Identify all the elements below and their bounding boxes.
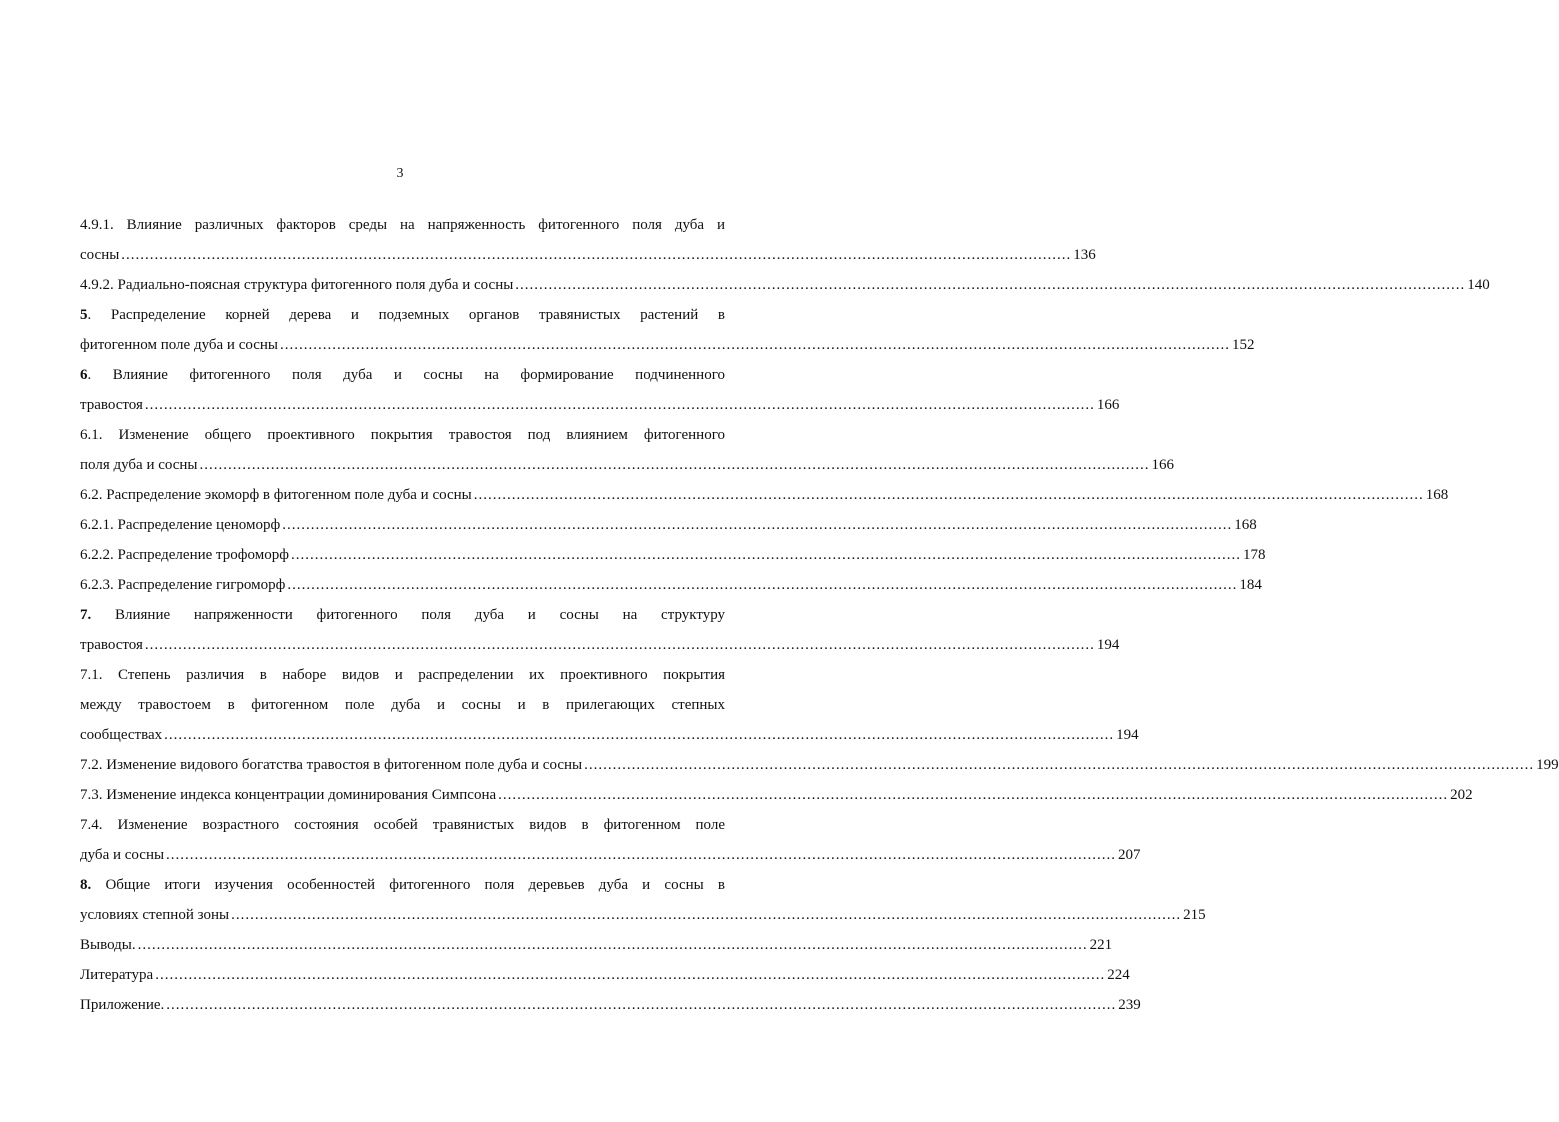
toc-entry-title: фитогенном поле дуба и сосны <box>80 337 278 353</box>
toc-entry[interactable] <box>80 420 1175 480</box>
toc-entry-title: поля дуба и сосны <box>80 457 198 473</box>
toc-page-number: 224 <box>1107 967 1130 983</box>
toc-entry[interactable] <box>80 810 1141 870</box>
toc-entry-title: Выводы. <box>80 937 136 953</box>
toc-page-number: 194 <box>1116 727 1139 743</box>
toc-entry[interactable] <box>80 510 1257 540</box>
toc-entry-text-line <box>80 300 725 330</box>
toc-entry-title: условиях степной зоны <box>80 907 230 923</box>
toc-entry-title: 6.1. Изменение общего проективного покрытия травостоя под влиянием фитогенного <box>80 427 725 443</box>
toc-entry-title: 4.9.1. Влияние различных факторов среды на напряженность фитогенного поля дуба и <box>80 217 725 233</box>
toc-entry-text-line <box>80 600 725 630</box>
toc-entry-title: 6.2. Распределение экоморф в фитогенном поле дуба и сосны <box>80 487 472 503</box>
table-of-contents <box>80 210 1559 1020</box>
toc-entry-title: сообществах <box>80 727 163 743</box>
toc-entry-title: 6.2.2. Распределение трофоморф <box>80 547 289 563</box>
dot-leader: ........................................................................................................................................................................................................ <box>290 547 1241 563</box>
toc-page-number: 140 <box>1467 277 1490 293</box>
dot-leader: ........................................................................................................................................................................................................ <box>155 967 1106 983</box>
toc-entry-text-line <box>80 810 725 840</box>
toc-entry-title: 6.2.1. Распределение ценоморф <box>80 517 281 533</box>
toc-page-number: 215 <box>1183 907 1206 923</box>
toc-entry-title: дуба и сосны <box>80 847 165 863</box>
toc-page-number: 152 <box>1232 337 1255 353</box>
toc-page-number: 199 <box>1536 757 1559 773</box>
toc-entry-text-line <box>80 420 725 450</box>
toc-entry[interactable] <box>80 270 1490 300</box>
toc-entry[interactable] <box>80 750 1559 780</box>
dot-leader: ........................................................................................................................................................................................................ <box>473 487 1424 503</box>
toc-entry-title: травостоя <box>80 637 143 653</box>
toc-entry[interactable] <box>80 930 1113 960</box>
chapter-number: 7. <box>80 607 92 623</box>
toc-entry-text-line <box>80 360 725 390</box>
dot-leader: ........................................................................................................................................................................................................ <box>144 637 1095 653</box>
page-number: 3 <box>396 166 404 181</box>
chapter-number: 5 <box>80 307 88 323</box>
toc-page-number: 168 <box>1425 487 1449 503</box>
dot-leader: ........................................................................................................................................................................................................ <box>287 577 1238 593</box>
dot-leader: ........................................................................................................................................................................................................ <box>199 457 1150 473</box>
toc-page-number: 184 <box>1239 577 1262 593</box>
toc-page-number: 239 <box>1118 997 1141 1013</box>
toc-entry[interactable] <box>80 870 1206 930</box>
toc-entry-title: . Распределение корней дерева и подземных органов травянистых растений в <box>87 307 725 323</box>
dot-leader: ........................................................................................................................................................................................................ <box>584 757 1535 773</box>
dot-leader: ........................................................................................................................................................................................................ <box>137 937 1088 953</box>
toc-entry-text-line <box>80 210 725 240</box>
toc-entry-title: Приложение. <box>80 997 165 1013</box>
toc-page-number: 207 <box>1118 847 1141 863</box>
toc-page-number: 202 <box>1450 787 1473 803</box>
toc-page-number: 166 <box>1151 457 1175 473</box>
toc-entry-text-line <box>80 690 725 720</box>
dot-leader: ........................................................................................................................................................................................................ <box>280 337 1230 353</box>
dot-leader: ........................................................................................................................................................................................................ <box>164 727 1115 743</box>
dot-leader: ........................................................................................................................................................................................................ <box>515 277 1466 293</box>
dot-leader: ........................................................................................................................................................................................................ <box>498 787 1449 803</box>
toc-page-number: 166 <box>1096 397 1120 413</box>
toc-entry-title: между травостоем в фитогенном поле дуба и сосны и в прилегающих степных <box>80 697 725 713</box>
dot-leader: ........................................................................................................................................................................................................ <box>121 247 1072 263</box>
chapter-number: 6 <box>80 367 88 383</box>
toc-entry-title: 7.2. Изменение видового богатства травостоя в фитогенном поле дуба и сосны <box>80 757 583 773</box>
toc-entry[interactable] <box>80 210 1096 270</box>
toc-entry-title: травостоя <box>80 397 143 413</box>
toc-entry-title: 7.1. Степень различия в наборе видов и распределении их проективного покрытия <box>80 667 725 683</box>
dot-leader: ........................................................................................................................................................................................................ <box>166 847 1117 863</box>
dot-leader: ........................................................................................................................................................................................................ <box>282 517 1233 533</box>
toc-entry[interactable] <box>80 990 1141 1020</box>
toc-entry-title: 7.3. Изменение индекса концентрации доминирования Симпсона <box>80 787 497 803</box>
toc-entry[interactable] <box>80 960 1130 990</box>
toc-entry-title: 4.9.2. Радиально-поясная структура фитогенного поля дуба и сосны <box>80 277 514 293</box>
dot-leader: ........................................................................................................................................................................................................ <box>166 997 1117 1013</box>
toc-entry-title: Литература <box>80 967 154 983</box>
toc-page-number: 168 <box>1234 517 1257 533</box>
toc-entry[interactable] <box>80 540 1266 570</box>
toc-entry-title: . Влияние фитогенного поля дуба и сосны на формирование подчиненного <box>87 367 725 383</box>
toc-entry[interactable] <box>80 600 1120 660</box>
toc-page-number: 136 <box>1073 247 1096 263</box>
chapter-number: 8. <box>80 877 92 893</box>
toc-entry-title: Общие итоги изучения особенностей фитогенного поля деревьев дуба и сосны в <box>91 877 725 893</box>
toc-entry[interactable] <box>80 780 1473 810</box>
toc-entry[interactable] <box>80 570 1262 600</box>
toc-entry-title: 6.2.3. Распределение гигроморф <box>80 577 286 593</box>
toc-entry-title: Влияние напряженности фитогенного поля дуба и сосны на структуру <box>91 607 725 623</box>
toc-page-number: 221 <box>1089 937 1113 953</box>
toc-entry-title: 7.4. Изменение возрастного состояния особей травянистых видов в фитогенном поле <box>80 817 725 833</box>
toc-entry[interactable] <box>80 660 1139 750</box>
dot-leader: ........................................................................................................................................................................................................ <box>231 907 1182 923</box>
toc-entry[interactable] <box>80 360 1120 420</box>
toc-page-number: 178 <box>1242 547 1266 563</box>
toc-entry-text-line <box>80 660 725 690</box>
toc-entry[interactable] <box>80 480 1449 510</box>
toc-entry[interactable] <box>80 300 1255 360</box>
toc-entry-title: сосны <box>80 247 120 263</box>
toc-page-number: 194 <box>1096 637 1120 653</box>
toc-entry-text-line <box>80 870 725 900</box>
dot-leader: ........................................................................................................................................................................................................ <box>144 397 1095 413</box>
